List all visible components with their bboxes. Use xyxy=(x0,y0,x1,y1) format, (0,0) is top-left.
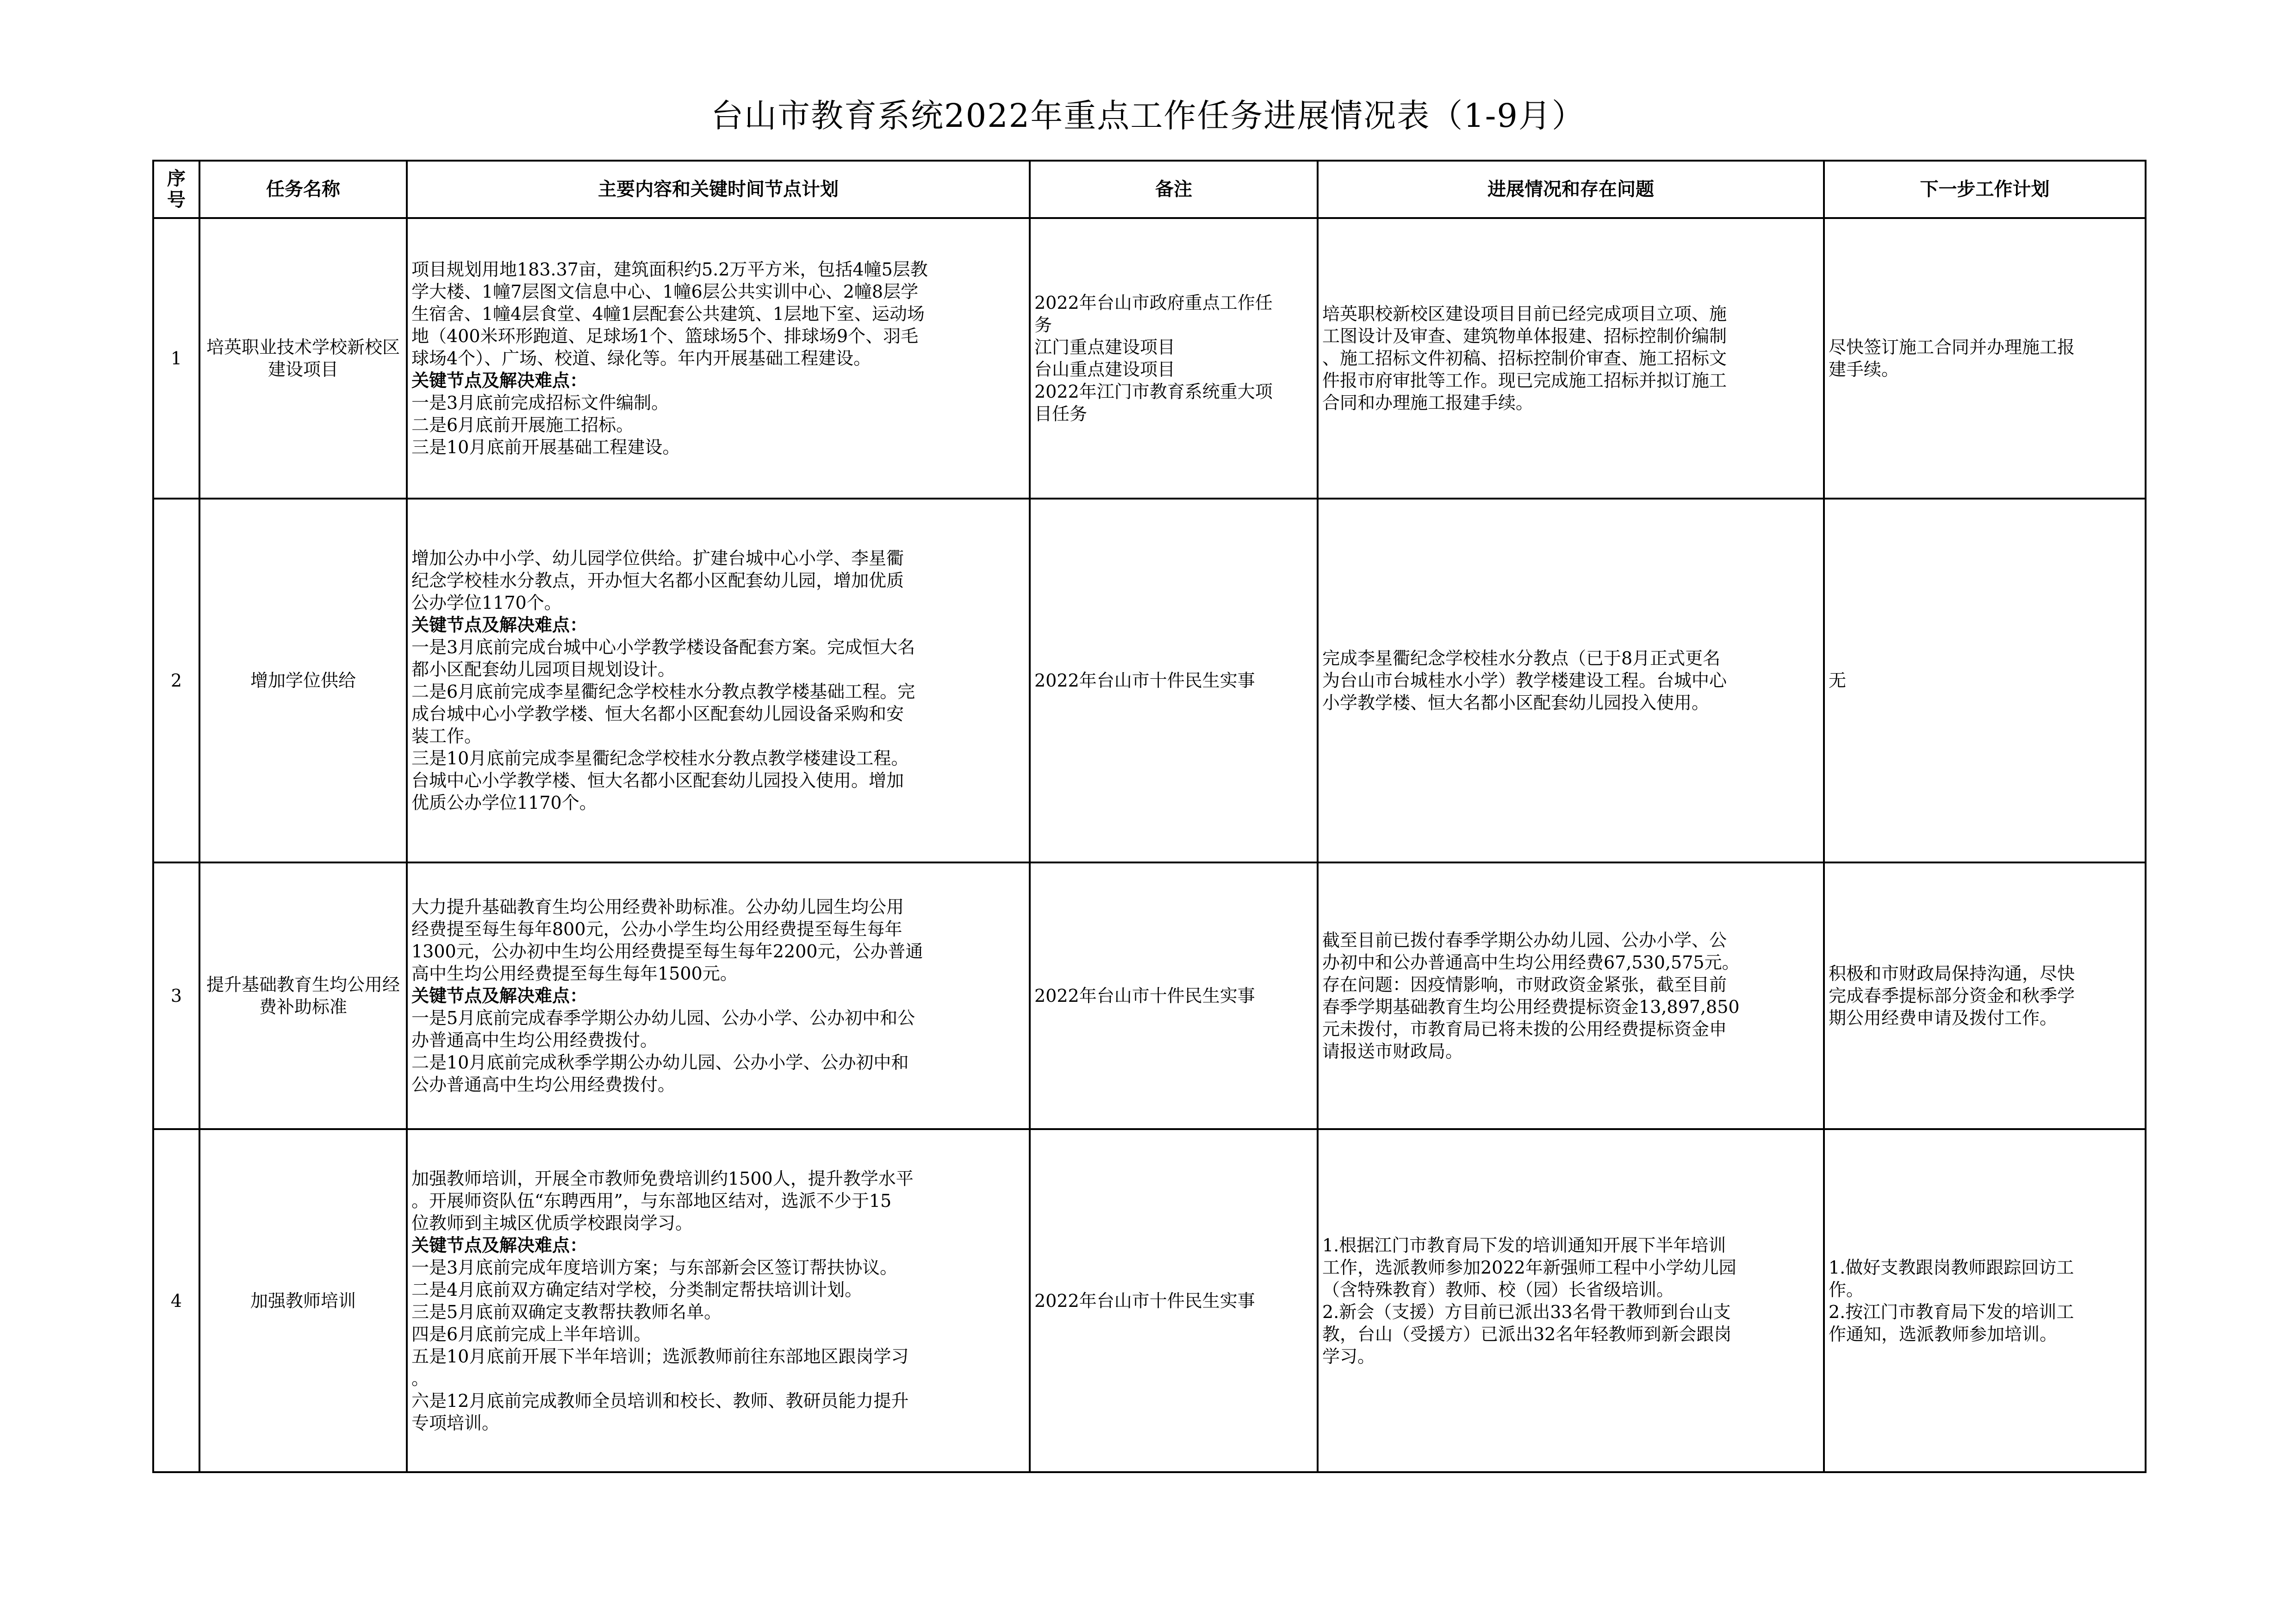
table-row xyxy=(153,1129,2146,1472)
text-line: 二是6月底前开展施工招标。 xyxy=(411,415,634,435)
text-line: 完成李星衢纪念学校桂水分教点（已于8月正式更名 xyxy=(1322,648,1721,668)
remarks-text xyxy=(1034,669,1313,692)
progress-text xyxy=(1322,929,1819,1062)
text-line: 完成春季提标部分资金和秋季学 xyxy=(1829,986,2075,1006)
text-line: 无 xyxy=(1829,670,1847,691)
cell-seq: 3 xyxy=(153,862,199,1129)
cell-next-plan xyxy=(1824,1129,2146,1472)
text-line: 务 xyxy=(1034,315,1052,335)
text-line: 工作，选派教师参加2022年新强师工程中小学幼儿园 xyxy=(1322,1257,1736,1278)
text-line: 小学教学楼、恒大名都小区配套幼儿园投入使用。 xyxy=(1322,693,1710,713)
text-line: 教，台山（受援方）已派出32名年轻教师到新会跟岗 xyxy=(1322,1324,1732,1344)
text-line: 一是5月底前完成春季学期公办幼儿园、公办小学、公办初中和公 xyxy=(411,1008,915,1028)
header-next-plan: 下一步工作计划 xyxy=(1824,161,2146,218)
text-line: 期公用经费申请及拨付工作。 xyxy=(1829,1008,2058,1028)
text-line: 大力提升基础教育生均公用经费补助标准。公办幼儿园生均公用 xyxy=(411,897,904,917)
text-line: 五是10月底前开展下半年培训；选派教师前往东部地区跟岗学习 xyxy=(411,1346,909,1367)
remarks-text xyxy=(1034,292,1313,425)
cell-content xyxy=(407,499,1030,862)
cell-progress xyxy=(1318,499,1824,862)
text-line: 位教师到主城区优质学校跟岗学习。 xyxy=(411,1212,693,1233)
cell-content xyxy=(407,218,1030,499)
text-line: 作通知，选派教师参加培训。 xyxy=(1829,1324,2058,1344)
text-line: 作。 xyxy=(1829,1279,1864,1300)
text-line: （含特殊教育）教师、校（园）长省级培训。 xyxy=(1322,1279,1674,1300)
text-line: 加强教师培训，开展全市教师免费培训约1500人，提升教学水平 xyxy=(411,1168,914,1189)
cell-progress xyxy=(1318,218,1824,499)
cell-task-name: 加强教师培训 xyxy=(199,1129,407,1472)
text-line: 培英职校新校区建设项目目前已经完成项目立项、施 xyxy=(1322,304,1727,324)
table-row xyxy=(153,218,2146,499)
text-line: 2022年台山市政府重点工作任 xyxy=(1034,293,1273,313)
text-line: 建手续。 xyxy=(1829,359,1899,380)
cell-seq: 2 xyxy=(153,499,199,862)
cell-task-name: 提升基础教育生均公用经费补助标准 xyxy=(199,862,407,1129)
content-text xyxy=(411,547,1025,814)
text-line: 优质公办学位1170个。 xyxy=(411,793,597,813)
cell-remarks xyxy=(1030,862,1318,1129)
cell-remarks xyxy=(1030,499,1318,862)
text-line: 截至目前已拨付春季学期公办幼儿园、公办小学、公 xyxy=(1322,930,1727,950)
text-line: 为台山市台城桂水小学）教学楼建设工程。台城中心 xyxy=(1322,670,1727,691)
next-plan-text xyxy=(1829,336,2141,381)
text-line: 四是6月底前完成上半年培训。 xyxy=(411,1324,652,1344)
content-text xyxy=(411,258,1025,458)
text-line: 尽快签订施工合同并办理施工报 xyxy=(1829,337,2075,357)
text-line: 春季学期基础教育生均公用经费提标资金13,897,850 xyxy=(1322,997,1740,1017)
text-line: 件报市府审批等工作。现已完成施工招标并拟订施工 xyxy=(1322,370,1727,391)
header-remarks: 备注 xyxy=(1030,161,1318,218)
text-line: 2.新会（支援）方目前已派出33名骨干教师到台山支 xyxy=(1322,1301,1731,1322)
text-line: 成台城中心小学教学楼、恒大名都小区配套幼儿园设备采购和安 xyxy=(411,704,904,724)
text-line: 2.按江门市教育局下发的培训工 xyxy=(1829,1301,2074,1322)
text-line: 合同和办理施工报建手续。 xyxy=(1322,393,1534,413)
text-line: 关键节点及解决难点： xyxy=(411,985,588,1006)
progress-text xyxy=(1322,647,1819,714)
cell-progress xyxy=(1318,1129,1824,1472)
text-line: 元未拨付，市教育局已将未拨的公用经费提标资金申 xyxy=(1322,1019,1727,1039)
text-line: 存在问题：因疫情影响，市财政资金紧张，截至目前 xyxy=(1322,974,1727,995)
header-seq: 序 号 xyxy=(153,161,199,218)
header-task-name: 任务名称 xyxy=(199,161,407,218)
text-line: 三是10月底前完成李星衢纪念学校桂水分教点教学楼建设工程。 xyxy=(411,748,909,768)
cell-next-plan xyxy=(1824,218,2146,499)
text-line: 项目规划用地183.37亩，建筑面积约5.2万平方米，包括4幢5层教 xyxy=(411,259,928,280)
remarks-text xyxy=(1034,985,1313,1007)
document-title: 台山市教育系统2022年重点工作任务进展情况表（1-9月） xyxy=(711,97,1585,135)
cell-content xyxy=(407,1129,1030,1472)
text-line: 、施工招标文件初稿、招标控制价审查、施工招标文 xyxy=(1322,348,1727,369)
text-line: 台山重点建设项目 xyxy=(1034,359,1176,380)
text-line: 六是12月底前完成教师全员培训和校长、教师、教研员能力提升 xyxy=(411,1390,909,1411)
text-line: 1.根据江门市教育局下发的培训通知开展下半年培训 xyxy=(1322,1235,1726,1255)
cell-progress xyxy=(1318,862,1824,1129)
text-line: 积极和市财政局保持沟通，尽快 xyxy=(1829,963,2075,984)
text-line: 地（400米环形跑道、足球场1个、篮球场5个、排球场9个、羽毛 xyxy=(411,326,919,346)
text-line: 三是10月底前开展基础工程建设。 xyxy=(411,437,680,457)
text-line: 2022年江门市教育系统重大项 xyxy=(1034,381,1273,402)
progress-text xyxy=(1322,303,1819,414)
cell-remarks xyxy=(1030,218,1318,499)
cell-seq: 1 xyxy=(153,218,199,499)
text-line: 一是3月底前完成年度培训方案；与东部新会区签订帮扶协议。 xyxy=(411,1257,898,1278)
cell-seq: 4 xyxy=(153,1129,199,1472)
text-line: 经费提至每生每年800元，公办小学生均公用经费提至每生每年 xyxy=(411,919,902,939)
next-plan-text xyxy=(1829,669,2141,692)
text-line: 二是4月底前双方确定结对学校，分类制定帮扶培训计划。 xyxy=(411,1279,863,1300)
text-line: 关键节点及解决难点： xyxy=(411,370,588,391)
content-text xyxy=(411,1168,1025,1434)
text-line: 三是5月底前双确定支教帮扶教师名单。 xyxy=(411,1301,722,1322)
cell-next-plan xyxy=(1824,499,2146,862)
text-line: 公办学位1170个。 xyxy=(411,593,562,613)
text-line: 请报送市财政局。 xyxy=(1322,1041,1463,1062)
text-line: 二是10月底前完成秋季学期公办幼儿园、公办小学、公办初中和 xyxy=(411,1052,909,1073)
remarks-text xyxy=(1034,1290,1313,1312)
progress-text xyxy=(1322,1234,1819,1368)
text-line: 工图设计及审查、建筑物单体报建、招标控制价编制 xyxy=(1322,326,1727,346)
text-line: 装工作。 xyxy=(411,726,482,746)
header-content: 主要内容和关键时间节点计划 xyxy=(407,161,1030,218)
text-line: 都小区配套幼儿园项目规划设计。 xyxy=(411,659,676,680)
text-line: 。开展师资队伍“东聘西用”，与东部地区结对，选派不少于15 xyxy=(411,1190,892,1211)
cell-remarks xyxy=(1030,1129,1318,1472)
text-line: 关键节点及解决难点： xyxy=(411,614,588,635)
text-line: 高中生均公用经费提至每生每年1500元。 xyxy=(411,963,738,984)
text-line: 增加公办中小学、幼儿园学位供给。扩建台城中心小学、李星衢 xyxy=(411,548,904,568)
text-line: 江门重点建设项目 xyxy=(1034,337,1176,357)
text-line: 二是6月底前完成李星衢纪念学校桂水分教点教学楼基础工程。完 xyxy=(411,681,915,702)
next-plan-text xyxy=(1829,962,2141,1029)
text-line: 2022年台山市十件民生实事 xyxy=(1034,1290,1255,1311)
text-line: 1.做好支教跟岗教师跟踪回访工 xyxy=(1829,1257,2074,1278)
text-line: 一是3月底前完成台城中心小学教学楼设备配套方案。完成恒大名 xyxy=(411,637,915,657)
table-row xyxy=(153,499,2146,862)
text-line: 公办普通高中生均公用经费拨付。 xyxy=(411,1074,676,1095)
content-text xyxy=(411,896,1025,1096)
text-line: 学大楼、1幢7层图文信息中心、1幢6层公共实训中心、2幢8层学 xyxy=(411,281,919,302)
text-line: 2022年台山市十件民生实事 xyxy=(1034,986,1255,1006)
cell-task-name: 培英职业技术学校新校区建设项目 xyxy=(199,218,407,499)
table-row xyxy=(153,862,2146,1129)
text-line: 关键节点及解决难点： xyxy=(411,1234,588,1255)
cell-task-name: 增加学位供给 xyxy=(199,499,407,862)
text-line: 办普通高中生均公用经费拨付。 xyxy=(411,1030,658,1050)
cell-content xyxy=(407,862,1030,1129)
task-progress-table xyxy=(152,160,2147,1473)
text-line: 。 xyxy=(411,1368,429,1389)
text-line: 球场4个）、广场、校道、绿化等。年内开展基础工程建设。 xyxy=(411,348,871,369)
text-line: 一是3月底前完成招标文件编制。 xyxy=(411,393,669,413)
text-line: 办初中和公办普通高中生均公用经费67,530,575元。 xyxy=(1322,952,1740,973)
text-line: 台城中心小学教学楼、恒大名都小区配套幼儿园投入使用。增加 xyxy=(411,770,904,791)
cell-next-plan xyxy=(1824,862,2146,1129)
text-line: 专项培训。 xyxy=(411,1412,500,1433)
table-header-row xyxy=(153,161,2146,218)
text-line: 纪念学校桂水分教点，开办恒大名都小区配套幼儿园，增加优质 xyxy=(411,570,904,591)
next-plan-text xyxy=(1829,1256,2141,1345)
text-line: 目任务 xyxy=(1034,404,1088,424)
text-line: 2022年台山市十件民生实事 xyxy=(1034,670,1255,691)
text-line: 1300元，公办初中生均公用经费提至每生每年2200元，公办普通 xyxy=(411,941,923,962)
header-progress: 进展情况和存在问题 xyxy=(1318,161,1824,218)
text-line: 学习。 xyxy=(1322,1346,1375,1367)
text-line: 生宿舍、1幢4层食堂、4幢1层配套公共建筑、1层地下室、运动场 xyxy=(411,304,925,324)
